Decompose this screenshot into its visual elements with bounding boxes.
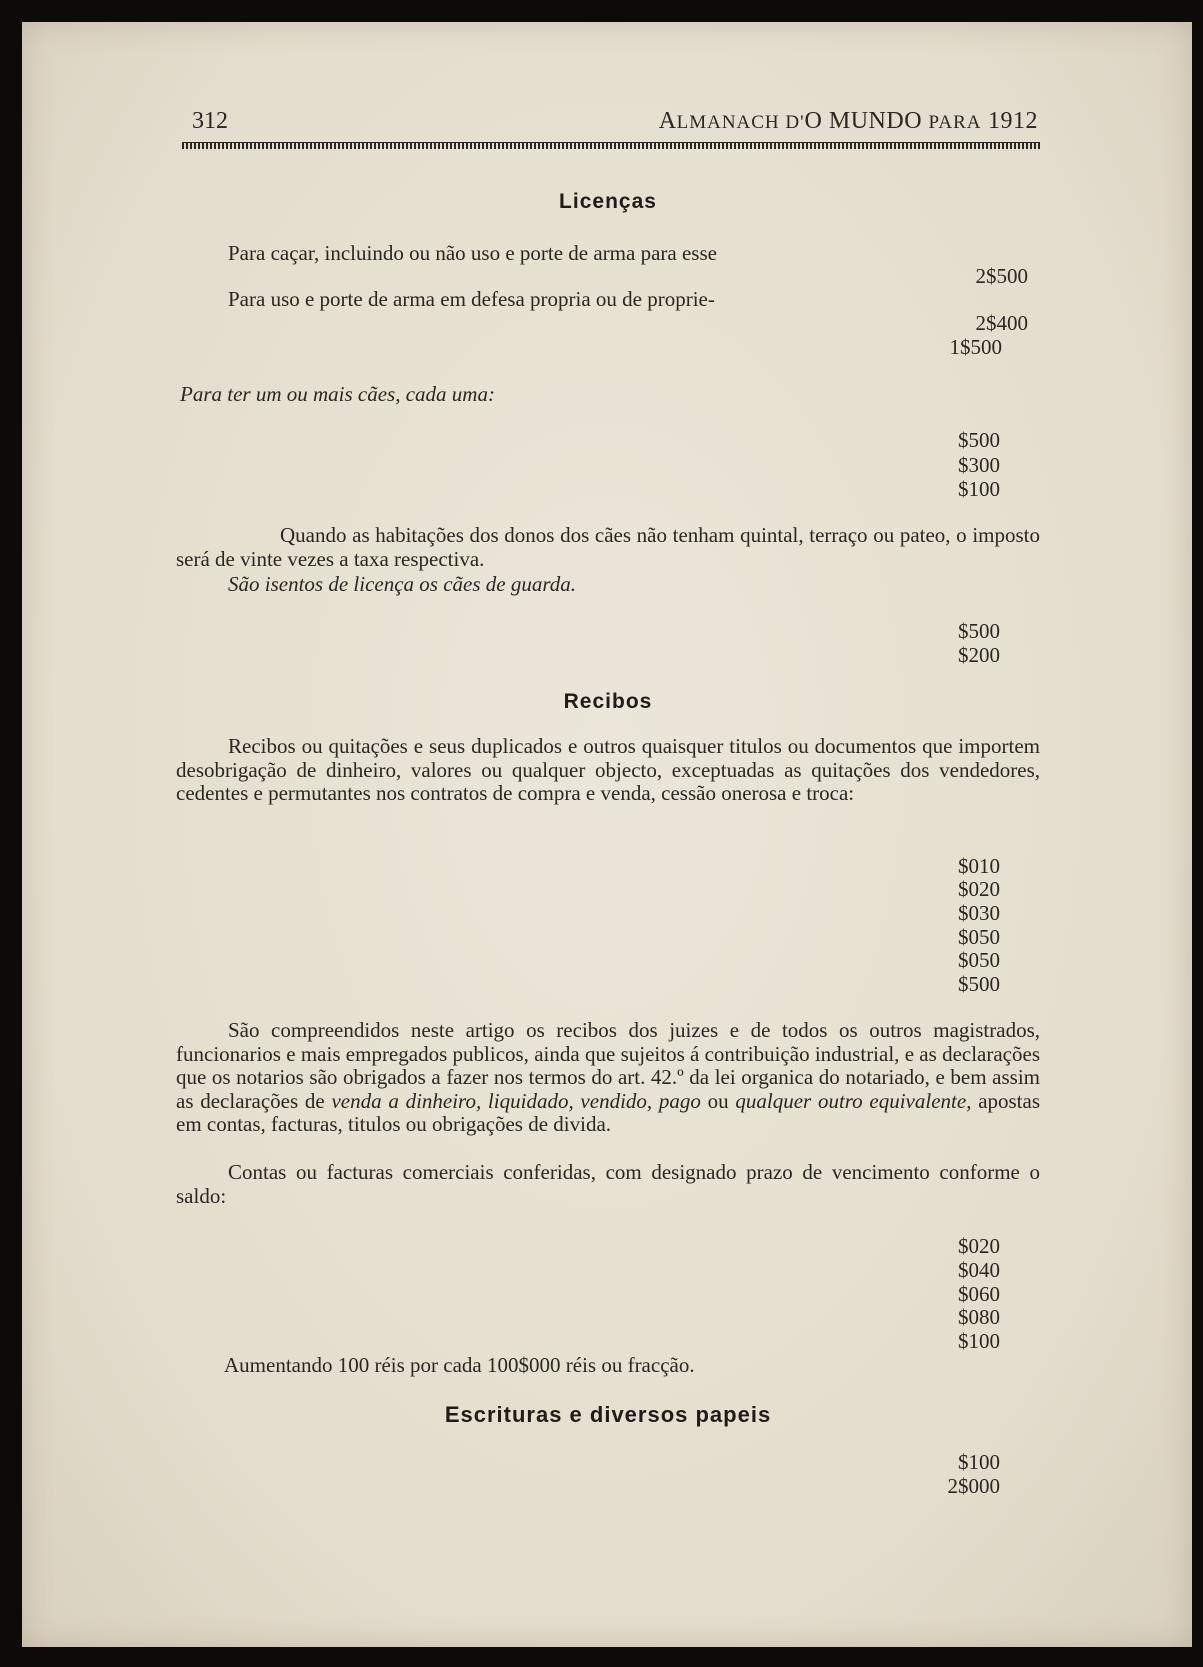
recibos-scope-text-ou: ou	[700, 1088, 736, 1113]
escritura-row	[226, 1474, 1000, 1498]
recibos-intro-text: Recibos ou quitações e seus duplicados e outros quaisquer titulos ou documentos que importem desobrigação de dinheiro, valores ou qualquer objecto, exceptuadas as quitações dos vendedores, cedentes e permutantes nos contratos de compra e venda, cessão onerosa e troca:	[176, 734, 1040, 805]
licenca-item-3-value: 1$500	[949, 335, 1002, 359]
licenca-item-2-line1: Para uso e porte de arma em defesa propria ou de proprie-	[228, 287, 715, 311]
licenca-item-1-line1: Para caçar, incluindo ou não uso e porte de arma para esse	[228, 241, 717, 265]
recibos-scope-text: São compreendidos neste artigo os recibos dos juizes e de todos os outros magistrados, funcionarios e mais empregados publicos, ainda que sujeitos á contribuição industrial, e as declarações que os notarios são obrigados a fazer nos termos do art. 42.º da lei organica do notariado, e bem assim as declarações de	[176, 1018, 1040, 1113]
title-smallcaps-2: PARA	[928, 112, 982, 133]
recibos-scope-italic-1: venda a dinheiro, liquidado, vendido, pago	[331, 1088, 701, 1113]
dogs-note-text: Quando as habitações dos donos dos cães não tenham quintal, terraço ou pateo, o imposto será de vinte vezes a taxa respectiva.	[176, 523, 1040, 571]
contas-note: Aumentando 100 réis por cada 100$000 réis ou fracção.	[224, 1353, 695, 1377]
contas-row	[226, 1258, 1000, 1282]
recibos-intro-paragraph	[176, 735, 1040, 806]
contas-value: $040	[958, 1258, 1000, 1282]
contas-paragraph	[176, 1161, 1040, 1208]
contas-row	[226, 1234, 1000, 1258]
section-heading-licencas: Licenças	[559, 190, 657, 213]
recibo-value: $010	[958, 854, 1000, 878]
dog-fee-row	[226, 428, 1000, 452]
dogs-exemption-note: São isentos de licença os cães de guarda.	[228, 572, 576, 596]
contas-row	[226, 1282, 1000, 1306]
licenca-item-1	[254, 264, 1028, 288]
escritura-value: 2$000	[947, 1474, 1000, 1498]
recibo-value: $030	[958, 901, 1000, 925]
recibo-value: $020	[958, 877, 1000, 901]
title-year: 1912	[981, 108, 1038, 134]
recibo-value: $050	[958, 925, 1000, 949]
recibos-scope-text-end: apostas em contas, facturas, titulos ou obrigações de divida.	[176, 1088, 1041, 1136]
section-heading-recibos: Recibos	[563, 690, 653, 713]
title-main: O MUNDO	[804, 108, 929, 134]
fireworks-value: $500	[958, 619, 1000, 643]
dogs-note-paragraph	[176, 524, 1040, 571]
recibo-row	[226, 948, 1000, 972]
recibo-row	[226, 925, 1000, 949]
dog-fee-value: $300	[958, 453, 1000, 477]
running-title	[659, 108, 1038, 135]
contas-value: $100	[958, 1329, 1000, 1353]
licenca-item-2-value: 2$400	[975, 311, 1028, 335]
licenca-item-2	[254, 311, 1028, 335]
recibos-scope-italic-2: qualquer outro equivalente,	[735, 1088, 972, 1113]
dogs-heading: Para ter um ou mais cães, cada uma:	[180, 382, 495, 406]
contas-value: $060	[958, 1282, 1000, 1306]
fireworks-value: $200	[958, 643, 1000, 667]
licenca-item-3	[228, 335, 1002, 359]
recibo-row	[226, 854, 1000, 878]
contas-row	[226, 1329, 1000, 1353]
escritura-row	[226, 1450, 1000, 1474]
header-rule	[182, 142, 1040, 149]
title-smallcaps-1: LMANACH D'	[676, 112, 805, 133]
fireworks-row	[226, 619, 1000, 643]
dog-fee-row	[226, 453, 1000, 477]
contas-row	[226, 1305, 1000, 1329]
recibo-value: $500	[958, 972, 1000, 996]
contas-intro-text: Contas ou facturas comerciais conferidas, com designado prazo de vencimento conforme o saldo:	[176, 1160, 1040, 1208]
recibo-row	[226, 901, 1000, 925]
recibo-value: $050	[958, 948, 1000, 972]
dog-fee-row	[226, 477, 1000, 501]
fireworks-row	[226, 643, 1000, 667]
contas-value: $080	[958, 1305, 1000, 1329]
licenca-item-1-value: 2$500	[975, 264, 1028, 288]
page-number: 312	[192, 108, 228, 134]
escritura-value: $100	[958, 1450, 1000, 1474]
recibo-row	[226, 972, 1000, 996]
dog-fee-value: $500	[958, 428, 1000, 452]
recibo-row	[226, 877, 1000, 901]
contas-value: $020	[958, 1234, 1000, 1258]
recibos-scope-paragraph	[176, 1019, 1040, 1137]
section-heading-escrituras: Escrituras e diversos papeis	[444, 1402, 772, 1427]
dog-fee-value: $100	[958, 477, 1000, 501]
page-header	[192, 108, 1038, 140]
title-prefix: A	[658, 108, 677, 134]
